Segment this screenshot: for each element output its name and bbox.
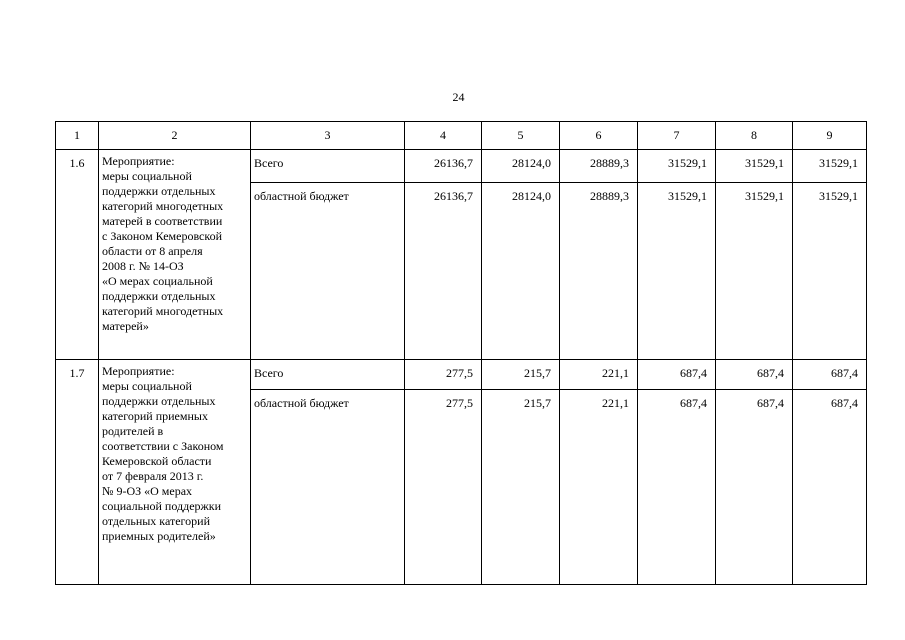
value-cell: 277,5: [405, 360, 482, 390]
value-cell: 31529,1: [638, 183, 716, 360]
funding-source: областной бюджет: [251, 183, 405, 360]
column-header: 1: [56, 122, 99, 150]
column-header: 6: [560, 122, 638, 150]
value-cell: 28889,3: [560, 183, 638, 360]
column-header: 5: [482, 122, 560, 150]
value-cell: 26136,7: [405, 183, 482, 360]
value-cell: 28124,0: [482, 183, 560, 360]
value-cell: 31529,1: [716, 150, 793, 183]
column-header: 3: [251, 122, 405, 150]
column-header: 8: [716, 122, 793, 150]
value-cell: 31529,1: [716, 183, 793, 360]
column-header: 4: [405, 122, 482, 150]
value-cell: 31529,1: [793, 150, 867, 183]
value-cell: 687,4: [638, 390, 716, 585]
funding-source: Всего: [251, 150, 405, 183]
value-cell: 687,4: [716, 360, 793, 390]
value-cell: 28124,0: [482, 150, 560, 183]
funding-source: областной бюджет: [251, 390, 405, 585]
value-cell: 687,4: [793, 360, 867, 390]
funding-source: Всего: [251, 360, 405, 390]
column-header: 9: [793, 122, 867, 150]
value-cell: 26136,7: [405, 150, 482, 183]
table-row: [56, 360, 867, 390]
value-cell: 687,4: [793, 390, 867, 585]
row-number: 1.7: [56, 360, 99, 585]
value-cell: 215,7: [482, 390, 560, 585]
measure-description: Мероприятие: меры социальной поддержки отдельных категорий приемных родителей в соответствии с Законом Кемеровской области от 7 февраля 2013 г. № 9-ОЗ «О мерах социальной поддержки отдельных категорий приемных родителей»: [99, 360, 251, 585]
value-cell: 687,4: [716, 390, 793, 585]
row-number: 1.6: [56, 150, 99, 360]
value-cell: 687,4: [638, 360, 716, 390]
value-cell: 28889,3: [560, 150, 638, 183]
table-row: [56, 150, 867, 183]
column-header: 7: [638, 122, 716, 150]
page-number: 24: [452, 90, 465, 104]
value-cell: 277,5: [405, 390, 482, 585]
budget-table: [55, 121, 867, 585]
measure-description: Мероприятие: меры социальной поддержки отдельных категорий многодетных матерей в соответствии с Законом Кемеровской области от 8 апреля 2008 г. № 14-ОЗ «О мерах социальной поддержки отдельных категорий многодетных матерей»: [99, 150, 251, 360]
value-cell: 215,7: [482, 360, 560, 390]
value-cell: 221,1: [560, 360, 638, 390]
column-number-row: [56, 122, 867, 150]
value-cell: 31529,1: [793, 183, 867, 360]
value-cell: 221,1: [560, 390, 638, 585]
value-cell: 31529,1: [638, 150, 716, 183]
column-header: 2: [99, 122, 251, 150]
